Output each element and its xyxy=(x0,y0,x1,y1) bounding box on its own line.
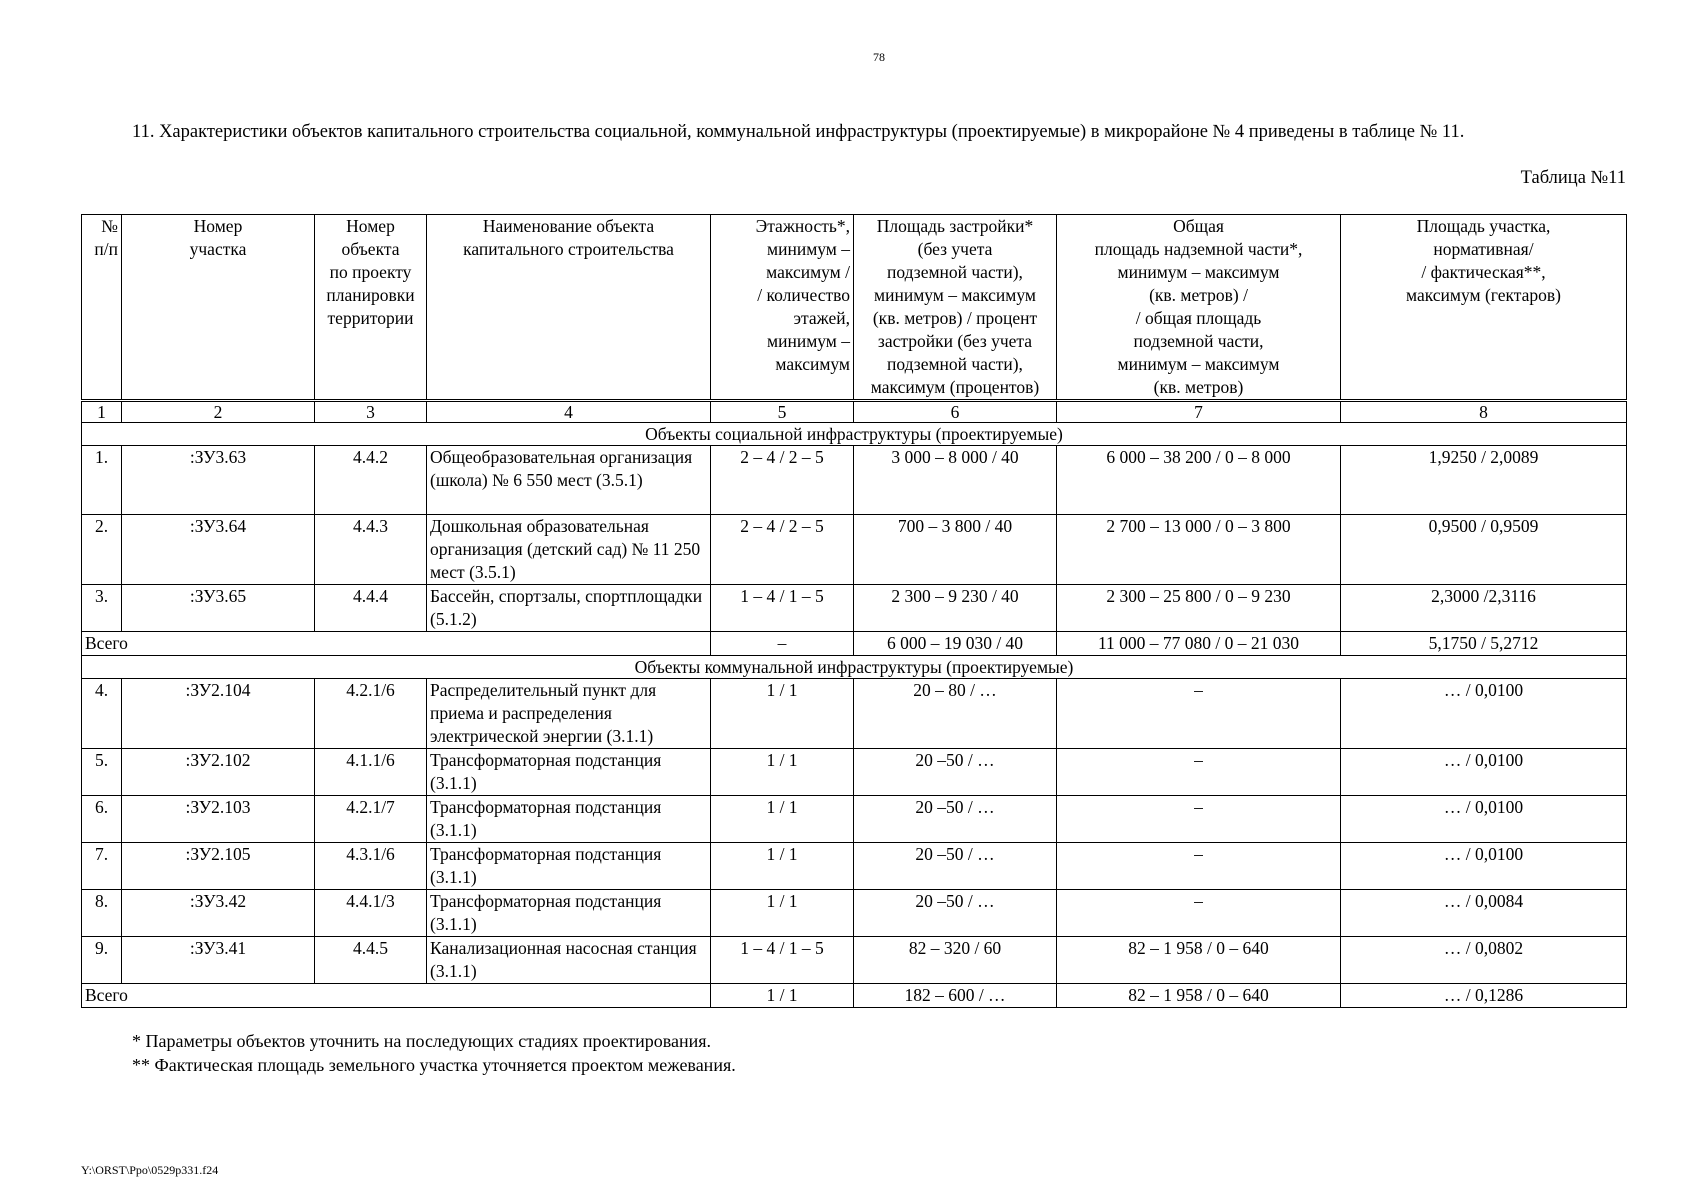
table-row xyxy=(82,749,1627,796)
table-row xyxy=(82,585,1627,632)
page-number: 78 xyxy=(873,50,885,64)
object-name-cell: Трансформаторная подстанция (3.1.1) xyxy=(427,843,711,890)
intro-paragraph: 11. Характеристики объектов капитального строительства социальной, коммунальной инфраструктуры (проектируемые) в микрорайоне № 4 приведены в таблице № 11. xyxy=(132,122,1465,142)
column-number-cell: 5 xyxy=(711,401,854,423)
floors-cell: 1 / 1 xyxy=(711,890,854,937)
building-area-cell: 20 –50 / … xyxy=(854,796,1057,843)
building-area-cell: 6 000 – 19 030 / 40 xyxy=(854,632,1057,656)
site-area-cell: … / 0,0084 xyxy=(1341,890,1627,937)
building-area-cell: 20 –50 / … xyxy=(854,890,1057,937)
building-area-cell: 82 – 320 / 60 xyxy=(854,937,1057,984)
table-row xyxy=(82,843,1627,890)
header-cell: Площадь участка, нормативная/ / фактическая**, максимум (гектаров) xyxy=(1341,215,1627,401)
object-number-cell: 4.2.1/6 xyxy=(315,679,427,749)
object-name-cell: Трансформаторная подстанция (3.1.1) xyxy=(427,890,711,937)
total-area-cell: 11 000 – 77 080 / 0 – 21 030 xyxy=(1057,632,1341,656)
plot-number-cell: :ЗУ3.65 xyxy=(122,585,315,632)
site-area-cell: … / 0,0100 xyxy=(1341,843,1627,890)
site-area-cell: … / 0,0100 xyxy=(1341,749,1627,796)
section-row xyxy=(82,423,1627,446)
objects-table xyxy=(81,214,1627,1008)
site-area-cell: 2,3000 /2,3116 xyxy=(1341,585,1627,632)
total-area-cell: – xyxy=(1057,679,1341,749)
total-area-cell: 2 700 – 13 000 / 0 – 3 800 xyxy=(1057,515,1341,585)
header-row xyxy=(82,215,1627,401)
row-number-cell: 7. xyxy=(82,843,122,890)
object-name-cell: Общеобразовательная организация (школа) № 6 550 мест (3.5.1) xyxy=(427,446,711,515)
total-label: Всего xyxy=(82,984,711,1008)
row-number-cell: 8. xyxy=(82,890,122,937)
total-label: Всего xyxy=(82,632,711,656)
object-number-cell: 4.1.1/6 xyxy=(315,749,427,796)
column-number-cell: 8 xyxy=(1341,401,1627,423)
row-number-cell: 9. xyxy=(82,937,122,984)
plot-number-cell: :ЗУ3.64 xyxy=(122,515,315,585)
table-row xyxy=(82,515,1627,585)
object-number-cell: 4.4.1/3 xyxy=(315,890,427,937)
plot-number-cell: :ЗУ2.105 xyxy=(122,843,315,890)
object-number-cell: 4.4.4 xyxy=(315,585,427,632)
row-number-cell: 2. xyxy=(82,515,122,585)
plot-number-cell: :ЗУ3.41 xyxy=(122,937,315,984)
footnotes xyxy=(132,1029,736,1077)
total-area-cell: 2 300 – 25 800 / 0 – 9 230 xyxy=(1057,585,1341,632)
column-number-cell: 1 xyxy=(82,401,122,423)
object-name-cell: Дошкольная образовательная организация (детский сад) № 11 250 мест (3.5.1) xyxy=(427,515,711,585)
header-cell: Номер участка xyxy=(122,215,315,401)
building-area-cell: 700 – 3 800 / 40 xyxy=(854,515,1057,585)
row-number-cell: 5. xyxy=(82,749,122,796)
site-area-cell: … / 0,0802 xyxy=(1341,937,1627,984)
column-number-row xyxy=(82,401,1627,423)
column-number-cell: 7 xyxy=(1057,401,1341,423)
floors-cell: – xyxy=(711,632,854,656)
table-row xyxy=(82,937,1627,984)
floors-cell: 2 – 4 / 2 – 5 xyxy=(711,515,854,585)
object-number-cell: 4.3.1/6 xyxy=(315,843,427,890)
site-area-cell: … / 0,1286 xyxy=(1341,984,1627,1008)
header-cell: Этажность*, минимум – максимум / / количество этажей, минимум – максимум xyxy=(711,215,854,401)
row-number-cell: 1. xyxy=(82,446,122,515)
total-area-cell: 6 000 – 38 200 / 0 – 8 000 xyxy=(1057,446,1341,515)
total-area-cell: – xyxy=(1057,749,1341,796)
table-row xyxy=(82,446,1627,515)
object-number-cell: 4.4.5 xyxy=(315,937,427,984)
floors-cell: 2 – 4 / 2 – 5 xyxy=(711,446,854,515)
object-number-cell: 4.4.2 xyxy=(315,446,427,515)
object-name-cell: Трансформаторная подстанция (3.1.1) xyxy=(427,749,711,796)
object-name-cell: Бассейн, спортзалы, спортплощадки (5.1.2) xyxy=(427,585,711,632)
total-area-cell: – xyxy=(1057,843,1341,890)
total-row xyxy=(82,984,1627,1008)
section-title: Объекты коммунальной инфраструктуры (проектируемые) xyxy=(82,656,1627,679)
floors-cell: 1 – 4 / 1 – 5 xyxy=(711,937,854,984)
building-area-cell: 20 – 80 / … xyxy=(854,679,1057,749)
plot-number-cell: :ЗУ2.104 xyxy=(122,679,315,749)
header-cell: Номер объекта по проекту планировки территории xyxy=(315,215,427,401)
column-number-cell: 2 xyxy=(122,401,315,423)
building-area-cell: 20 –50 / … xyxy=(854,843,1057,890)
object-number-cell: 4.2.1/7 xyxy=(315,796,427,843)
table-row xyxy=(82,890,1627,937)
object-number-cell: 4.4.3 xyxy=(315,515,427,585)
site-area-cell: … / 0,0100 xyxy=(1341,679,1627,749)
total-area-cell: 82 – 1 958 / 0 – 640 xyxy=(1057,984,1341,1008)
building-area-cell: 182 – 600 / … xyxy=(854,984,1057,1008)
header-cell: Наименование объекта капитального строительства xyxy=(427,215,711,401)
building-area-cell: 20 –50 / … xyxy=(854,749,1057,796)
column-number-cell: 4 xyxy=(427,401,711,423)
table-caption: Таблица №11 xyxy=(1520,168,1626,188)
file-path: Y:\ORST\Ppo\0529p331.f24 xyxy=(81,1163,219,1177)
header-cell: Общая площадь надземной части*, минимум – максимум (кв. метров) / / общая площадь подземной части, минимум – максимум (кв. метров) xyxy=(1057,215,1341,401)
floors-cell: 1 / 1 xyxy=(711,796,854,843)
row-number-cell: 6. xyxy=(82,796,122,843)
floors-cell: 1 / 1 xyxy=(711,984,854,1008)
plot-number-cell: :ЗУ2.103 xyxy=(122,796,315,843)
total-area-cell: 82 – 1 958 / 0 – 640 xyxy=(1057,937,1341,984)
total-row xyxy=(82,632,1627,656)
floors-cell: 1 / 1 xyxy=(711,843,854,890)
total-area-cell: – xyxy=(1057,796,1341,843)
table-row xyxy=(82,679,1627,749)
floors-cell: 1 / 1 xyxy=(711,749,854,796)
footnote-2: ** Фактическая площадь земельного участка уточняется проектом межевания. xyxy=(132,1055,736,1075)
site-area-cell: 1,9250 / 2,0089 xyxy=(1341,446,1627,515)
table-row xyxy=(82,796,1627,843)
site-area-cell: 5,1750 / 5,2712 xyxy=(1341,632,1627,656)
floors-cell: 1 / 1 xyxy=(711,679,854,749)
plot-number-cell: :ЗУ2.102 xyxy=(122,749,315,796)
plot-number-cell: :ЗУ3.42 xyxy=(122,890,315,937)
row-number-cell: 3. xyxy=(82,585,122,632)
footnote-1: * Параметры объектов уточнить на последующих стадиях проектирования. xyxy=(132,1031,712,1051)
section-row xyxy=(82,656,1627,679)
column-number-cell: 6 xyxy=(854,401,1057,423)
object-name-cell: Канализационная насосная станция (3.1.1) xyxy=(427,937,711,984)
object-name-cell: Распределительный пункт для приема и распределения электрической энергии (3.1.1) xyxy=(427,679,711,749)
object-name-cell: Трансформаторная подстанция (3.1.1) xyxy=(427,796,711,843)
section-title: Объекты социальной инфраструктуры (проектируемые) xyxy=(82,423,1627,446)
plot-number-cell: :ЗУ3.63 xyxy=(122,446,315,515)
building-area-cell: 2 300 – 9 230 / 40 xyxy=(854,585,1057,632)
column-number-cell: 3 xyxy=(315,401,427,423)
header-cell: Площадь застройки* (без учета подземной части), минимум – максимум (кв. метров) / процент застройки (без учета подземной части), максимум (процентов) xyxy=(854,215,1057,401)
site-area-cell: … / 0,0100 xyxy=(1341,796,1627,843)
header-cell: № п/п xyxy=(82,215,122,401)
total-area-cell: – xyxy=(1057,890,1341,937)
floors-cell: 1 – 4 / 1 – 5 xyxy=(711,585,854,632)
building-area-cell: 3 000 – 8 000 / 40 xyxy=(854,446,1057,515)
row-number-cell: 4. xyxy=(82,679,122,749)
site-area-cell: 0,9500 / 0,9509 xyxy=(1341,515,1627,585)
